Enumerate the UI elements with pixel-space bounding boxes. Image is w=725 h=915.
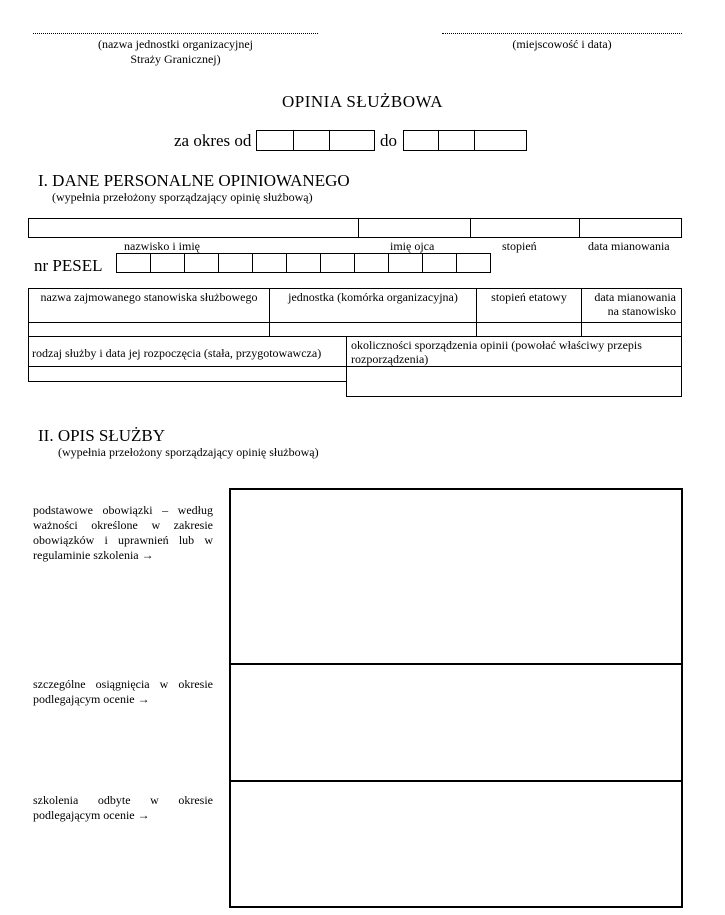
pesel-digit-box[interactable] [150, 253, 185, 273]
period-to-month[interactable] [438, 130, 475, 151]
unit-caption-line1: (nazwa jednostki organizacyjnej [97, 37, 254, 51]
service-type-label: rodzaj służby i data jej rozpoczęcia (stała, przygotowawcza) [32, 346, 322, 360]
period-to-year[interactable] [474, 130, 527, 151]
unit-name-line[interactable] [33, 33, 318, 34]
trainings-field[interactable] [229, 780, 683, 908]
pesel-digit-box[interactable] [320, 253, 355, 273]
achievements-field[interactable] [229, 663, 683, 782]
rank-post-field[interactable] [476, 322, 582, 337]
basic-duties-label: podstawowe obowiązki – według ważności określone w zakresie obowiązków i uprawnień lub w regulaminie szkolenia → [33, 503, 213, 562]
trainings-label: szkolenia odbyte w okresie podlegającym ocenie → [33, 793, 213, 822]
period-to-day[interactable] [403, 130, 439, 151]
rank-field[interactable] [470, 218, 580, 238]
section1-note: (wypełnia przełożony sporządzający opinię służbową) [52, 190, 313, 204]
period-from-month[interactable] [293, 130, 330, 151]
position-name-label: nazwa zajmowanego stanowiska służbowego [40, 290, 258, 304]
circumstances-field[interactable] [346, 366, 682, 397]
position-name-field[interactable] [28, 322, 270, 337]
appointment-post-label: data mianowania na stanowisko [594, 290, 676, 318]
appointment-post-field[interactable] [581, 322, 682, 337]
appointment-date-field[interactable] [579, 218, 682, 238]
unit-name-caption [33, 37, 318, 67]
section2-note: (wypełnia przełożony sporządzający opinię służbową) [58, 445, 319, 459]
pesel-digit-box[interactable] [286, 253, 321, 273]
period-from-label: za okres od [174, 131, 252, 150]
appointment-date-label: data mianowania [588, 239, 670, 253]
section1-heading: I. DANE PERSONALNE OPINIOWANEGO [38, 171, 350, 190]
document-title: OPINIA SŁUŻBOWA [282, 92, 443, 111]
pesel-digit-box[interactable] [184, 253, 219, 273]
rank-post-label: stopień etatowy [491, 290, 567, 304]
section2-heading: II. OPIS SŁUŻBY [38, 426, 166, 445]
father-name-field[interactable] [358, 218, 471, 238]
pesel-label: nr PESEL [34, 256, 103, 275]
father-name-label: imię ojca [390, 239, 435, 253]
pesel-digit-box[interactable] [456, 253, 491, 273]
circumstances-label: okoliczności sporządzenia opinii (powołać właściwy przepis rozporządzenia) [351, 338, 642, 366]
basic-duties-field[interactable] [229, 488, 683, 665]
place-date-line[interactable] [442, 33, 682, 34]
surname-name-field[interactable] [28, 218, 359, 238]
unit-cell-field[interactable] [269, 322, 477, 337]
unit-caption-line2: Straży Granicznej) [130, 52, 221, 66]
pesel-digit-box[interactable] [388, 253, 423, 273]
pesel-digit-box[interactable] [422, 253, 457, 273]
pesel-digit-box[interactable] [116, 253, 151, 273]
pesel-digit-box[interactable] [252, 253, 287, 273]
rank-label: stopień [502, 239, 537, 253]
period-from-day[interactable] [256, 130, 294, 151]
period-from-year[interactable] [329, 130, 375, 151]
pesel-digit-box[interactable] [354, 253, 389, 273]
achievements-label: szczególne osiągnięcia w okresie podlegającym ocenie → [33, 677, 213, 706]
unit-cell-label: jednostka (komórka organizacyjna) [288, 290, 458, 304]
pesel-digit-box[interactable] [218, 253, 253, 273]
surname-name-label: nazwisko i imię [124, 239, 200, 253]
service-type-field[interactable] [28, 366, 347, 382]
place-date-caption: (miejscowość i data) [512, 37, 612, 51]
period-to-label: do [380, 131, 397, 150]
